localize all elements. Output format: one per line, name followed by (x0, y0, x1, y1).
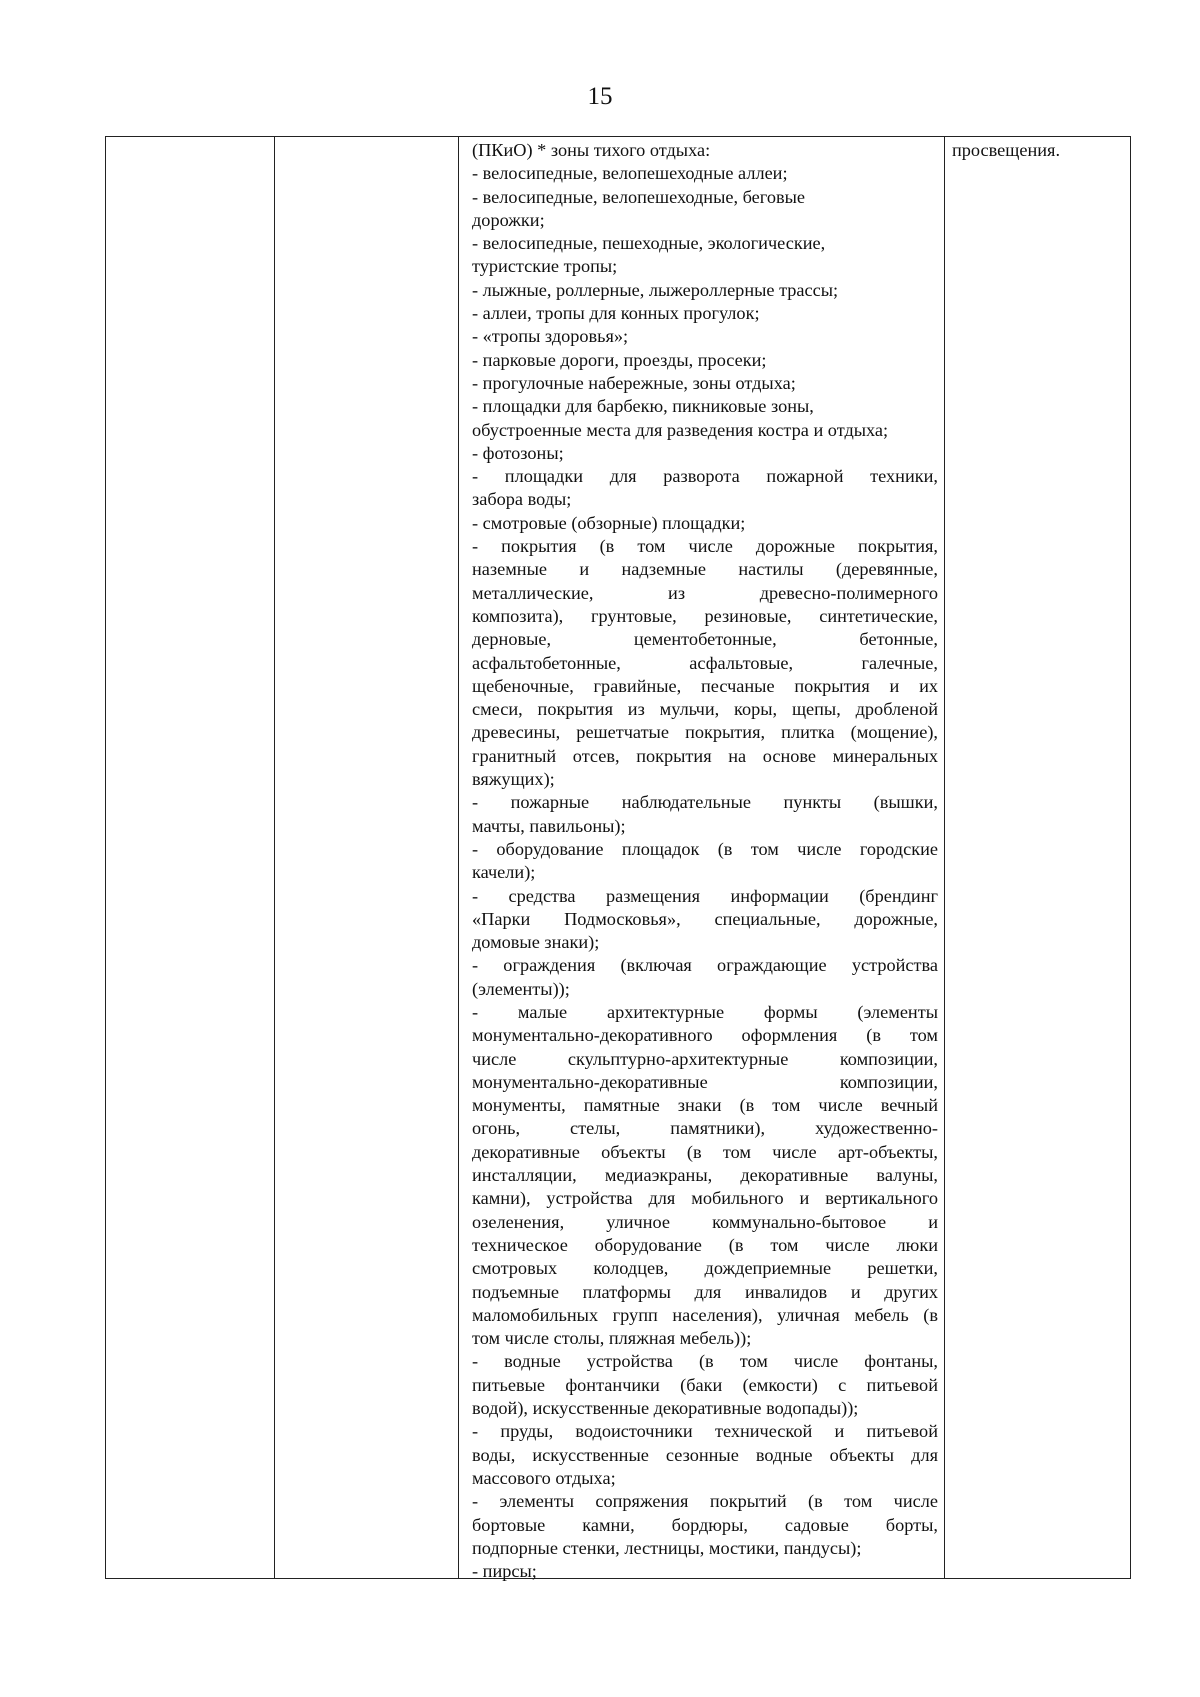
text-line: - водные устройства (в том числе фонтаны, (472, 1351, 938, 1372)
text-line: озеленения, уличное коммунально-бытовое и (472, 1211, 938, 1232)
text-line: питьевые фонтанчики (баки (емкости) с питьевой (472, 1374, 938, 1395)
text-line: щебеночные, гравийные, песчаные покрытия и их (472, 675, 938, 696)
text-line: водой), искусственные декоративные водопады)); (472, 1398, 859, 1419)
text-line: композита), грунтовые, резиновые, синтетические, (472, 605, 938, 626)
text-line: мачты, павильоны); (472, 815, 626, 836)
text-line: домовые знаки); (472, 932, 600, 953)
text-line: числе скульптурно-архитектурные композиции, (472, 1048, 938, 1069)
text-line: подпорные стенки, лестницы, мостики, пандусы); (472, 1537, 862, 1558)
text-line: смотровых колодцев, дождеприемные решетки, (472, 1258, 938, 1279)
text-line: (элементы)); (472, 978, 570, 999)
text-line: древесины, решетчатые покрытия, плитка (мощение), (472, 722, 938, 743)
text-line: - парковые дороги, проезды, просеки; (472, 349, 767, 370)
text-line: - малые архитектурные формы (элементы (472, 1001, 938, 1022)
text-line: - прогулочные набережные, зоны отдыха; (472, 372, 796, 393)
page-number: 15 (587, 83, 613, 110)
right-cell-text: просвещения. (952, 140, 1061, 160)
text-line: дорожки; (472, 209, 545, 230)
text-line: «Парки Подмосковья», специальные, дорожные, (472, 908, 938, 929)
document-table (105, 136, 1131, 1582)
text-line: смеси, покрытия из мульчи, коры, щепы, дробленой (472, 699, 938, 720)
text-line: - велосипедные, велопешеходные аллеи; (472, 163, 788, 184)
text-line: - велосипедные, пешеходные, экологические, (472, 233, 826, 254)
text-line: монументально-декоративные композиции, (472, 1071, 938, 1092)
text-line: - пруды, водоисточники технической и питьевой (472, 1421, 938, 1442)
text-line: том числе столы, пляжная мебель)); (472, 1328, 752, 1349)
text-line: дерновые, цементобетонные, бетонные, (472, 629, 938, 650)
text-line: - средства размещения информации (брендинг (472, 885, 938, 906)
text-line: - площадки для разворота пожарной техники, (472, 466, 938, 487)
text-line: - «тропы здоровья»; (472, 326, 629, 347)
description-cell (472, 139, 938, 1583)
text-line: - ограждения (включая ограждающие устройства (472, 955, 938, 976)
text-line: бортовые камни, бордюры, садовые борты, (472, 1514, 938, 1535)
text-line: вяжущих); (472, 769, 555, 790)
text-line: маломобильных групп населения), уличная мебель (в (472, 1304, 938, 1325)
text-line: камни), устройства для мобильного и вертикального (472, 1188, 938, 1209)
text-line: - оборудование площадок (в том числе городские (472, 838, 938, 859)
column-divider-2 (458, 137, 459, 1578)
text-line: - площадки для барбекю, пикниковые зоны, (472, 396, 814, 417)
text-line: наземные и надземные настилы (деревянные, (472, 559, 938, 580)
text-line: металлические, из древесно-полимерного (472, 582, 938, 603)
text-line: асфальтобетонные, асфальтовые, галечные, (472, 652, 938, 673)
text-line: техническое оборудование (в том числе люки (472, 1234, 938, 1255)
column-divider-1 (274, 137, 275, 1578)
text-line: гранитный отсев, покрытия на основе минеральных (472, 745, 938, 766)
text-line: - аллеи, тропы для конных прогулок; (472, 303, 760, 324)
text-line: массового отдыха; (472, 1467, 616, 1488)
text-line: туристские тропы; (472, 256, 618, 277)
text-line: воды, искусственные сезонные водные объекты для (472, 1444, 938, 1465)
text-line: инсталляции, медиаэкраны, декоративные валуны, (472, 1165, 938, 1186)
text-line: забора воды; (472, 489, 572, 510)
column-divider-3 (944, 137, 945, 1578)
text-line: - лыжные, роллерные, лыжероллерные трассы; (472, 279, 839, 300)
text-line: огонь, стелы, памятники), художественно- (472, 1118, 938, 1139)
text-line: - фотозоны; (472, 442, 564, 463)
text-line: подъемные платформы для инвалидов и других (472, 1281, 938, 1302)
text-line: - пожарные наблюдательные пункты (вышки, (472, 792, 938, 813)
text-line: монументы, памятные знаки (в том числе вечный (472, 1095, 938, 1116)
text-line: - пирсы; (472, 1561, 537, 1582)
text-line: (ПКиО) * зоны тихого отдыха: (472, 140, 711, 160)
text-line: - смотровые (обзорные) площадки; (472, 512, 746, 533)
text-line: - велосипедные, велопешеходные, беговые (472, 186, 806, 207)
text-line: - элементы сопряжения покрытий (в том числе (472, 1491, 938, 1512)
text-line: монументально-декоративного оформления (в том (472, 1025, 938, 1046)
text-line: - покрытия (в том числе дорожные покрытия, (472, 536, 938, 557)
text-line: обустроенные места для разведения костра и отдыха; (472, 419, 889, 440)
text-line: качели); (472, 862, 536, 883)
text-line: декоративные объекты (в том числе арт-объекты, (472, 1141, 938, 1162)
